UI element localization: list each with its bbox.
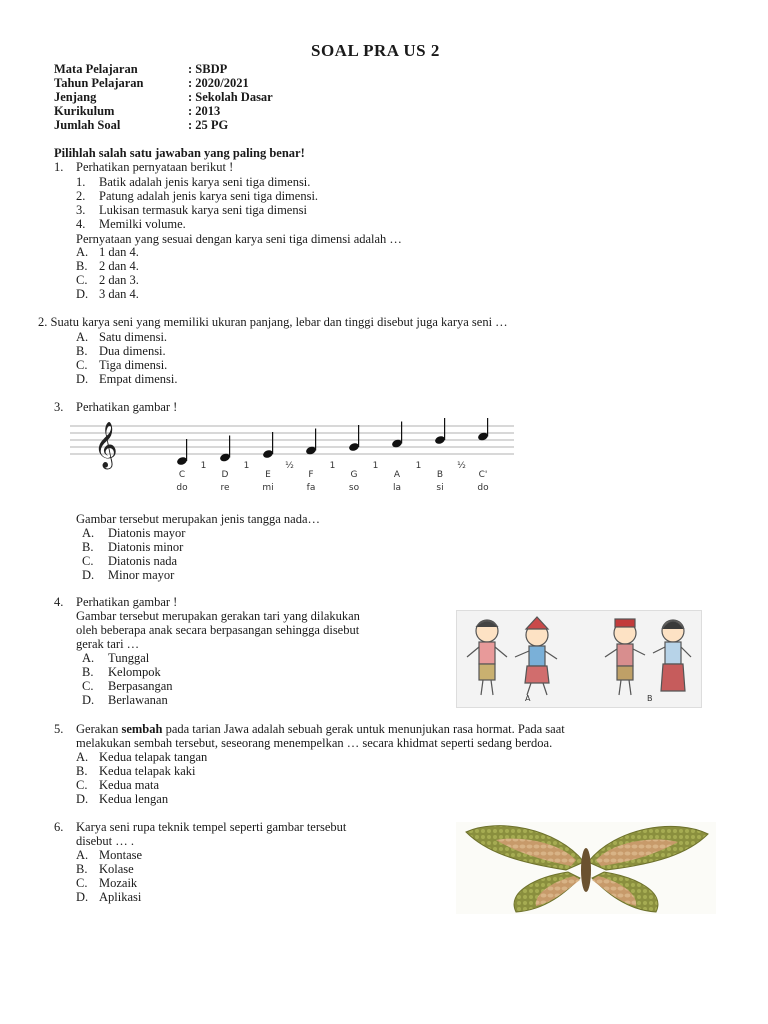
question-text bbox=[76, 722, 565, 736]
note-letter: B bbox=[436, 470, 444, 480]
option-text: Montase bbox=[99, 848, 143, 862]
note-letter: A bbox=[393, 470, 401, 480]
option-text: Berpasangan bbox=[108, 679, 173, 693]
option-key: D. bbox=[82, 693, 95, 707]
solfege-group bbox=[176, 483, 489, 493]
option-key: A. bbox=[76, 245, 89, 259]
butterfly-wings bbox=[466, 826, 708, 912]
note-solfege: si bbox=[436, 483, 444, 493]
question-text: Perhatikan gambar ! bbox=[76, 400, 178, 414]
option-key: C. bbox=[82, 679, 94, 693]
statement-number: 4. bbox=[76, 217, 86, 231]
option-key: D. bbox=[82, 568, 95, 582]
option-text: Kedua telapak tangan bbox=[99, 750, 208, 764]
text-pre: Gerakan bbox=[76, 722, 122, 736]
question-prompt: Pernyataan yang sesuai dengan karya seni tiga dimensi adalah … bbox=[76, 232, 402, 246]
question-number: 3. bbox=[54, 400, 64, 414]
option-text: Tunggal bbox=[108, 651, 150, 665]
option-text: Kelompok bbox=[108, 665, 161, 679]
statement-number: 3. bbox=[76, 203, 86, 217]
note-letter: F bbox=[308, 470, 314, 480]
option-text: 3 dan 4. bbox=[99, 287, 139, 301]
question-body-line: Gambar tersebut merupakan gerakan tari yang dilakukan bbox=[76, 609, 360, 623]
option-text: Diatonis nada bbox=[108, 554, 178, 568]
note-letter: D bbox=[221, 470, 229, 480]
child-figure bbox=[515, 617, 557, 695]
option-text: Berlawanan bbox=[108, 693, 168, 707]
statement-text: Lukisan termasuk karya seni tiga dimensi bbox=[99, 203, 307, 217]
question-body-line: gerak tari … bbox=[76, 637, 140, 651]
question-text: 2. Suatu karya seni yang memiliki ukuran panjang, lebar dan tinggi disebut juga karya seni … bbox=[38, 315, 508, 329]
statement-text: Patung adalah jenis karya seni tiga dimensi. bbox=[99, 189, 319, 203]
meta-value: : Sekolah Dasar bbox=[188, 90, 273, 104]
statement-text: Batik adalah jenis karya seni tiga dimensi. bbox=[99, 175, 311, 189]
interval-label: 1 bbox=[415, 461, 422, 471]
question-text-line2: disebut … . bbox=[76, 834, 134, 848]
instruction: Pilihlah salah satu jawaban yang paling benar! bbox=[54, 146, 305, 160]
option-text: Kedua telapak kaki bbox=[99, 764, 196, 778]
interval-label: 1 bbox=[372, 461, 379, 471]
question-text: Perhatikan gambar ! bbox=[76, 595, 178, 609]
meta-value: : 2013 bbox=[188, 104, 221, 118]
interval-label: ½ bbox=[285, 461, 294, 471]
meta-value: : 2020/2021 bbox=[188, 76, 249, 90]
option-key: D. bbox=[76, 792, 89, 806]
option-key: C. bbox=[76, 358, 88, 372]
option-text: 1 dan 4. bbox=[99, 245, 139, 259]
option-text: Kedua mata bbox=[99, 778, 160, 792]
option-key: C. bbox=[76, 778, 88, 792]
image-label-a: A bbox=[525, 694, 531, 703]
text-post: pada tarian Jawa adalah sebuah gerak untuk menunjukan rasa hormat. Pada saat bbox=[162, 722, 565, 736]
meta-value: : SBDP bbox=[188, 62, 228, 76]
option-key: A. bbox=[76, 848, 89, 862]
option-text: Tiga dimensi. bbox=[99, 358, 168, 372]
interval-label: 1 bbox=[329, 461, 336, 471]
question-number: 4. bbox=[54, 595, 64, 609]
intervals-group bbox=[201, 461, 467, 471]
note-letter: C' bbox=[478, 470, 488, 480]
meta-label: Tahun Pelajaran bbox=[54, 76, 144, 90]
note-letter: E bbox=[265, 470, 271, 480]
meta-label: Kurikulum bbox=[54, 104, 115, 118]
child-figure bbox=[653, 620, 691, 691]
option-text: Aplikasi bbox=[99, 890, 142, 904]
option-key: D. bbox=[76, 890, 89, 904]
child-figure bbox=[467, 620, 507, 695]
notes-group bbox=[176, 418, 489, 466]
option-text: Kedua lengan bbox=[99, 792, 169, 806]
page-title: SOAL PRA US 2 bbox=[311, 41, 440, 60]
option-text: Diatonis mayor bbox=[108, 526, 186, 540]
letters-group bbox=[179, 470, 488, 480]
text-bold: sembah bbox=[121, 722, 163, 736]
option-key: C. bbox=[76, 273, 88, 287]
option-key: B. bbox=[82, 665, 94, 679]
meta-label: Mata Pelajaran bbox=[54, 62, 138, 76]
note-solfege: so bbox=[348, 483, 360, 493]
meta-label: Jenjang bbox=[54, 90, 97, 104]
option-key: A. bbox=[82, 526, 95, 540]
question-text: Karya seni rupa teknik tempel seperti gambar tersebut bbox=[76, 820, 347, 834]
question-number: 5. bbox=[54, 722, 64, 736]
question-body-line: oleh beberapa anak secara berpasangan sehingga disebut bbox=[76, 623, 360, 637]
statement-number: 1. bbox=[76, 175, 86, 189]
interval-label: 1 bbox=[200, 461, 207, 471]
dancing-children-image bbox=[456, 610, 702, 708]
question-prompt: Gambar tersebut merupakan jenis tangga nada… bbox=[76, 512, 321, 526]
option-text: Satu dimensi. bbox=[99, 330, 168, 344]
option-key: D. bbox=[76, 372, 89, 386]
note-solfege: re bbox=[220, 483, 230, 493]
option-key: A. bbox=[76, 330, 89, 344]
option-text: Empat dimensi. bbox=[99, 372, 178, 386]
meta-value: : 25 PG bbox=[188, 118, 229, 132]
interval-label: ½ bbox=[457, 461, 466, 471]
option-key: D. bbox=[76, 287, 89, 301]
option-text: 2 dan 4. bbox=[99, 259, 139, 273]
note-solfege: la bbox=[392, 483, 402, 493]
image-label-b: B bbox=[647, 694, 653, 703]
question-number: 1. bbox=[54, 160, 64, 174]
option-key: B. bbox=[76, 259, 88, 273]
note-letter: C bbox=[178, 470, 186, 480]
option-key: C. bbox=[82, 554, 94, 568]
option-key: C. bbox=[76, 876, 88, 890]
option-key: B. bbox=[82, 540, 94, 554]
music-staff-figure bbox=[70, 418, 520, 494]
meta-label: Jumlah Soal bbox=[54, 118, 121, 132]
option-text: Diatonis minor bbox=[108, 540, 184, 554]
option-key: A. bbox=[76, 750, 89, 764]
treble-clef-icon: 𝄞 bbox=[94, 422, 118, 468]
question-text: Perhatikan pernyataan berikut ! bbox=[76, 160, 234, 174]
option-text: 2 dan 3. bbox=[99, 273, 139, 287]
note-solfege: do bbox=[176, 483, 188, 493]
option-text: Mozaik bbox=[99, 876, 138, 890]
note-solfege: do bbox=[477, 483, 489, 493]
child-figure bbox=[605, 619, 645, 695]
option-key: A. bbox=[82, 651, 95, 665]
question-text-line2: melakukan sembah tersebut, seseorang menempelkan … secara khidmat seperti sedang berdoa. bbox=[76, 736, 553, 750]
option-text: Minor mayor bbox=[108, 568, 175, 582]
butterfly-collage-image bbox=[456, 822, 716, 914]
statement-text: Memilki volume. bbox=[99, 217, 186, 231]
option-text: Kolase bbox=[99, 862, 134, 876]
interval-label: 1 bbox=[243, 461, 250, 471]
note-solfege: fa bbox=[306, 483, 316, 493]
option-text: Dua dimensi. bbox=[99, 344, 166, 358]
option-key: B. bbox=[76, 344, 88, 358]
question-number: 6. bbox=[54, 820, 64, 834]
note-letter: G bbox=[350, 470, 358, 480]
option-key: B. bbox=[76, 862, 88, 876]
option-key: B. bbox=[76, 764, 88, 778]
staff-lines bbox=[70, 426, 514, 454]
note-solfege: mi bbox=[262, 483, 274, 493]
statement-number: 2. bbox=[76, 189, 86, 203]
